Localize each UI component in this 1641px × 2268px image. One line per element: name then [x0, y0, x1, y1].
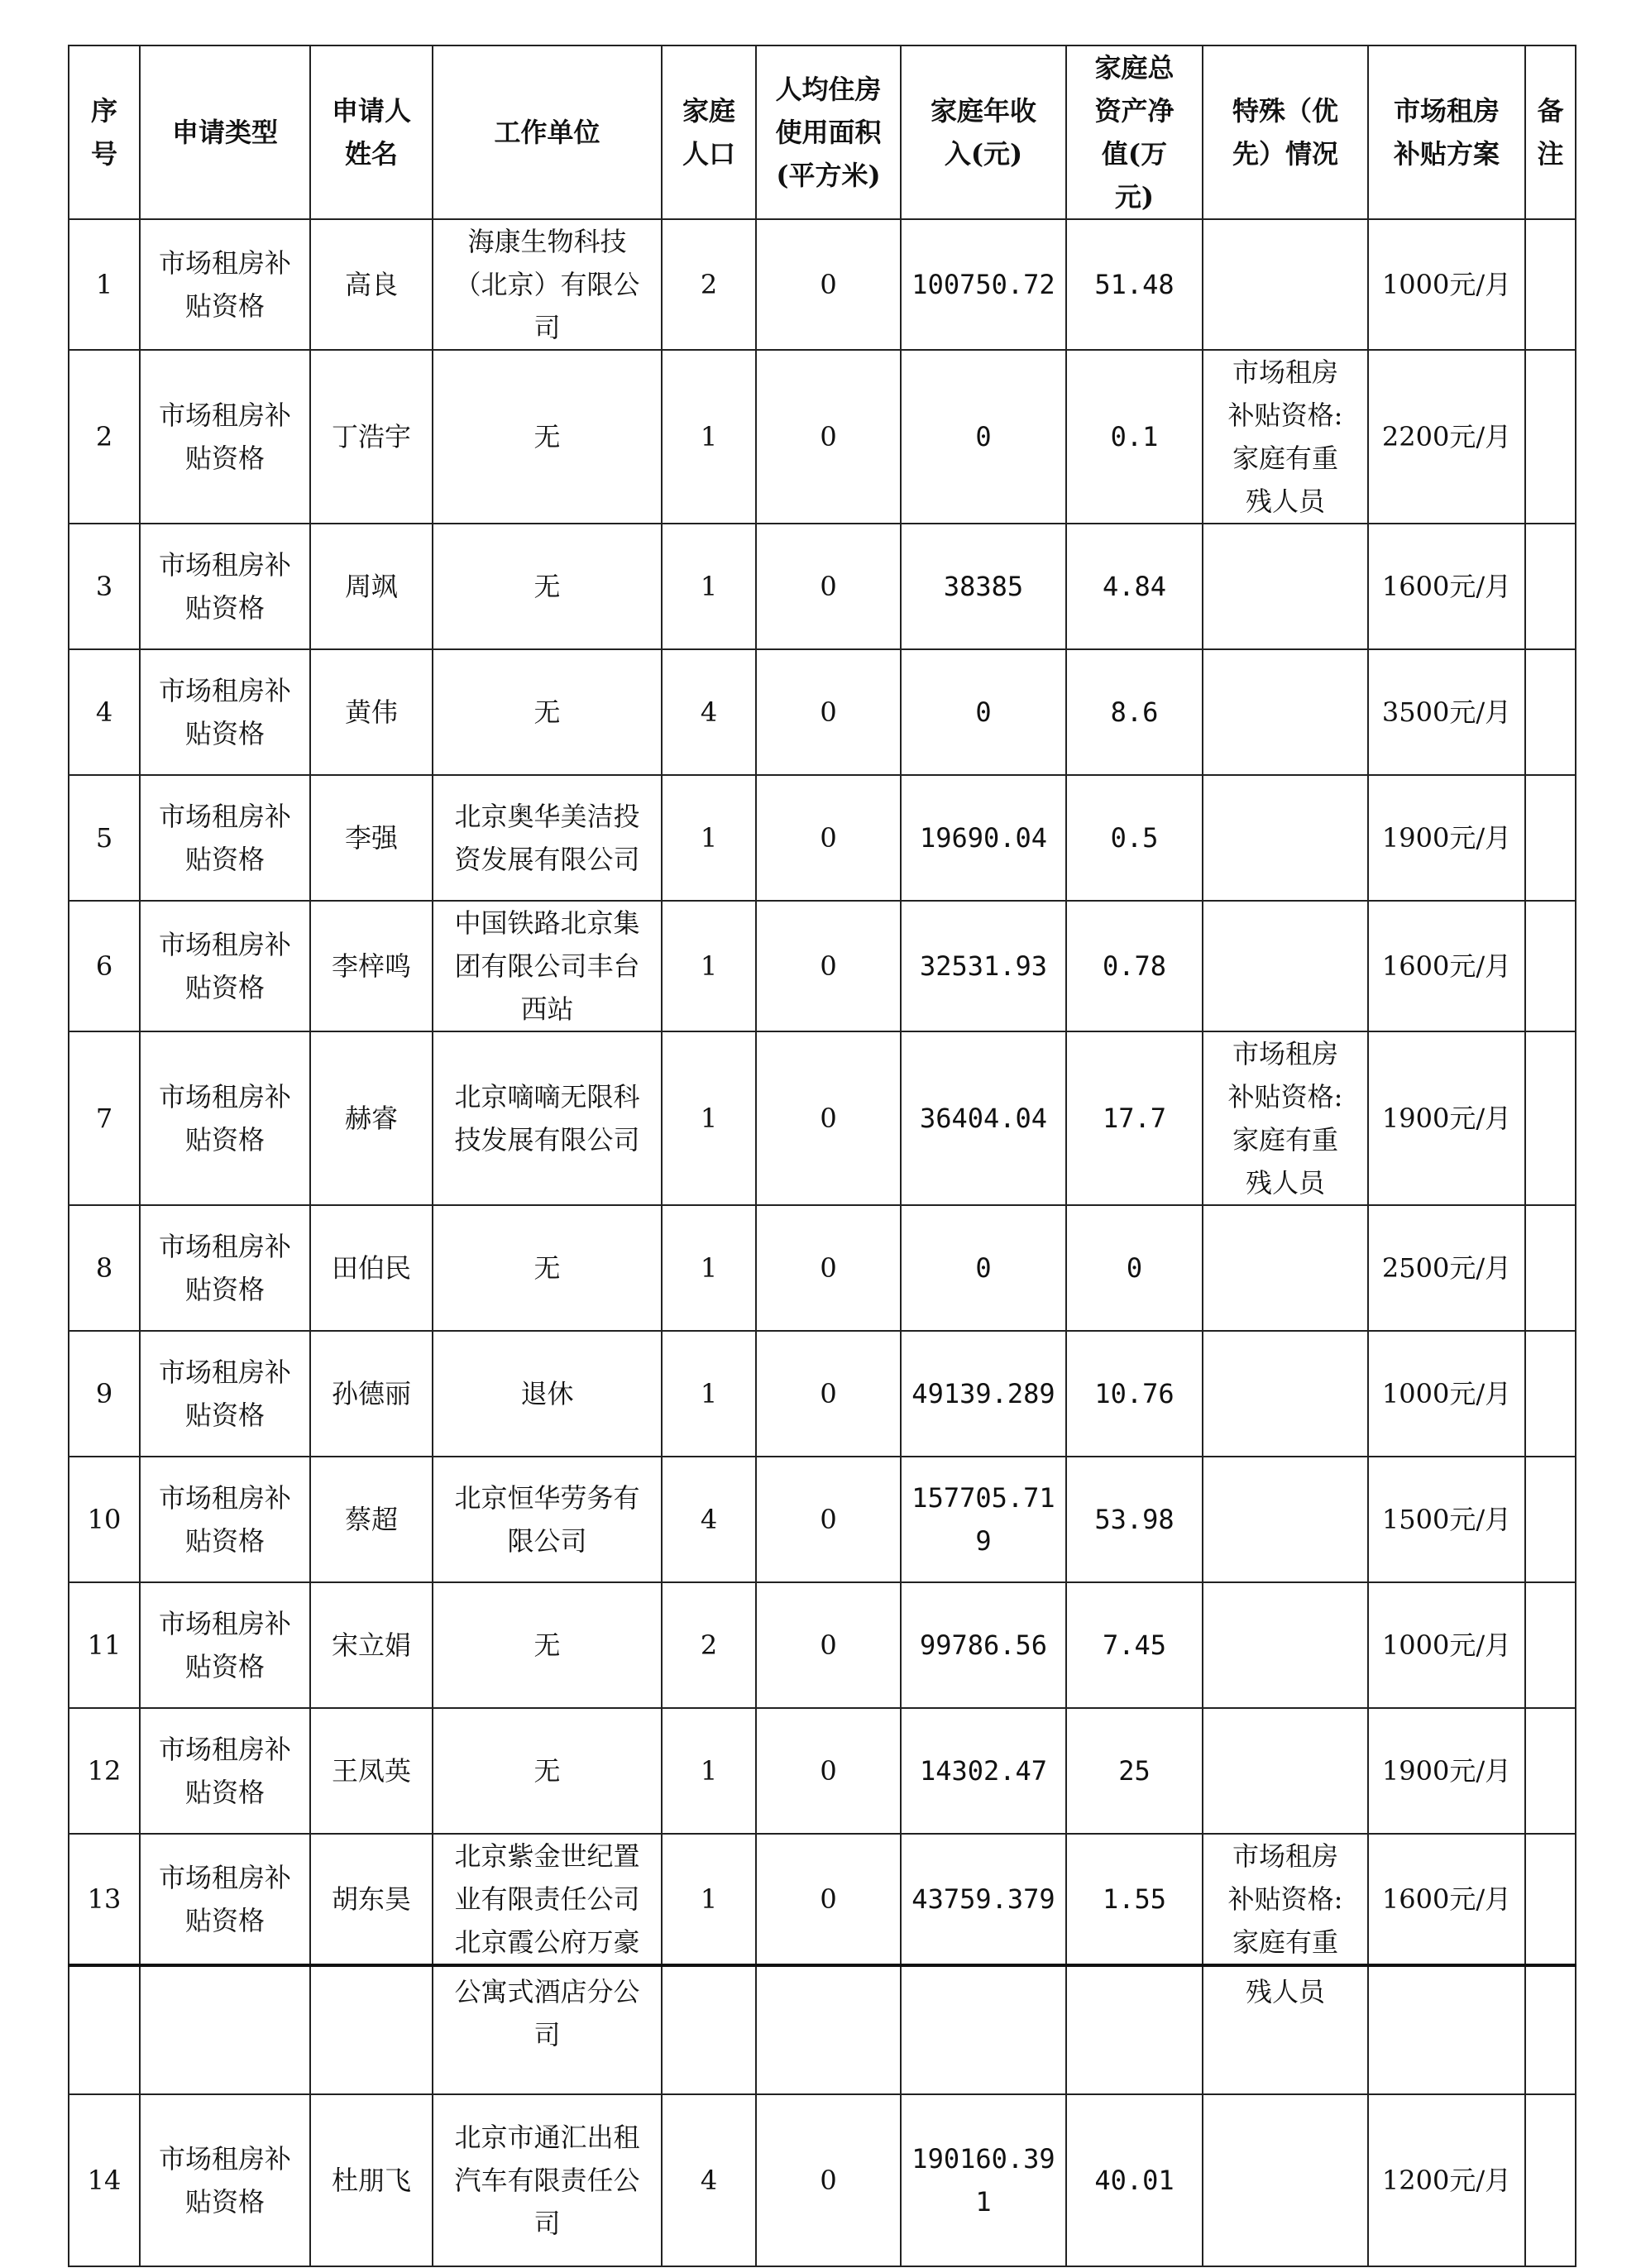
cell-special — [1203, 2094, 1368, 2266]
cell-type: 市场租房补 贴资格 — [140, 1031, 310, 1205]
cell-employer: 无 — [433, 524, 662, 649]
cell-note — [1525, 775, 1576, 901]
cell-area: 0 — [756, 775, 901, 901]
cell-special — [1203, 775, 1368, 901]
cell-employer: 无 — [433, 1708, 662, 1834]
table-row-continued — [69, 1965, 1576, 2094]
cell-name: 蔡超 — [310, 1457, 433, 1582]
cell-income: 38385 — [901, 524, 1066, 649]
cell-type: 市场租房补 贴资格 — [140, 350, 310, 524]
cell-employer: 中国铁路北京集 团有限公司丰台 西站 — [433, 901, 662, 1031]
cell-employer: 北京市通汇出租 汽车有限责任公 司 — [433, 2094, 662, 2266]
cell-assets: 51.48 — [1066, 219, 1203, 350]
table-row — [69, 1205, 1576, 1331]
table-row — [69, 1031, 1576, 1205]
header-assets: 家庭总 资产净 值(万 元) — [1066, 45, 1203, 219]
cell-people: 4 — [662, 2094, 756, 2266]
cell-income: 19690.04 — [901, 775, 1066, 901]
table-row — [69, 1582, 1576, 1708]
cell-people: 1 — [662, 524, 756, 649]
cell-area — [756, 1965, 901, 2094]
cell-no: 1 — [69, 219, 140, 350]
cell-people: 1 — [662, 1708, 756, 1834]
table-row — [69, 1708, 1576, 1834]
cell-special — [1203, 1331, 1368, 1457]
cell-note — [1525, 1834, 1576, 1965]
cell-type: 市场租房补 贴资格 — [140, 2094, 310, 2266]
cell-people: 2 — [662, 219, 756, 350]
cell-area: 0 — [756, 2094, 901, 2266]
cell-special — [1203, 1582, 1368, 1708]
cell-name: 胡东昊 — [310, 1834, 433, 1965]
cell-type: 市场租房补 贴资格 — [140, 1205, 310, 1331]
cell-name: 黄伟 — [310, 649, 433, 775]
cell-people — [662, 1965, 756, 2094]
cell-people: 4 — [662, 1457, 756, 1582]
cell-people: 4 — [662, 649, 756, 775]
cell-income: 0 — [901, 350, 1066, 524]
header-employer: 工作单位 — [433, 45, 662, 219]
cell-no: 8 — [69, 1205, 140, 1331]
cell-special: 市场租房 补贴资格: 家庭有重 — [1203, 1834, 1368, 1965]
cell-no: 6 — [69, 901, 140, 1031]
cell-no: 11 — [69, 1582, 140, 1708]
cell-area: 0 — [756, 1331, 901, 1457]
cell-assets: 40.01 — [1066, 2094, 1203, 2266]
header-plan: 市场租房 补贴方案 — [1368, 45, 1525, 219]
cell-income: 100750.72 — [901, 219, 1066, 350]
cell-area: 0 — [756, 1834, 901, 1965]
cell-assets — [1066, 1965, 1203, 2094]
cell-people: 1 — [662, 350, 756, 524]
cell-income: 190160.39 1 — [901, 2094, 1066, 2266]
cell-area: 0 — [756, 1031, 901, 1205]
cell-plan: 1600元/月 — [1368, 1834, 1525, 1965]
cell-area: 0 — [756, 524, 901, 649]
cell-area: 0 — [756, 901, 901, 1031]
cell-type: 市场租房补 贴资格 — [140, 649, 310, 775]
cell-name: 丁浩宇 — [310, 350, 433, 524]
cell-people: 1 — [662, 1834, 756, 1965]
cell-assets: 53.98 — [1066, 1457, 1203, 1582]
cell-special — [1203, 649, 1368, 775]
cell-plan: 3500元/月 — [1368, 649, 1525, 775]
housing-subsidy-table — [68, 45, 1576, 2267]
cell-assets: 0.5 — [1066, 775, 1203, 901]
cell-area: 0 — [756, 649, 901, 775]
cell-employer: 海康生物科技 （北京）有限公 司 — [433, 219, 662, 350]
cell-income: 36404.04 — [901, 1031, 1066, 1205]
cell-no: 13 — [69, 1834, 140, 1965]
cell-name — [310, 1965, 433, 2094]
cell-plan: 1600元/月 — [1368, 524, 1525, 649]
cell-no: 7 — [69, 1031, 140, 1205]
cell-area: 0 — [756, 350, 901, 524]
cell-type — [140, 1965, 310, 2094]
cell-plan: 1000元/月 — [1368, 1582, 1525, 1708]
cell-special: 残人员 — [1203, 1965, 1368, 2094]
header-type: 申请类型 — [140, 45, 310, 219]
table-row — [69, 649, 1576, 775]
header-name: 申请人 姓名 — [310, 45, 433, 219]
cell-plan: 1000元/月 — [1368, 1331, 1525, 1457]
cell-income: 14302.47 — [901, 1708, 1066, 1834]
cell-assets: 0 — [1066, 1205, 1203, 1331]
table-row — [69, 350, 1576, 524]
header-income: 家庭年收 入(元) — [901, 45, 1066, 219]
cell-name: 赫睿 — [310, 1031, 433, 1205]
cell-employer: 无 — [433, 649, 662, 775]
cell-people: 1 — [662, 1031, 756, 1205]
cell-employer: 北京嘀嘀无限科 技发展有限公司 — [433, 1031, 662, 1205]
cell-employer: 北京紫金世纪置 业有限责任公司 北京霞公府万豪 — [433, 1834, 662, 1965]
cell-no — [69, 1965, 140, 2094]
cell-type: 市场租房补 贴资格 — [140, 1582, 310, 1708]
cell-note — [1525, 1331, 1576, 1457]
cell-employer: 无 — [433, 350, 662, 524]
cell-assets: 4.84 — [1066, 524, 1203, 649]
cell-income: 0 — [901, 649, 1066, 775]
table-row — [69, 1457, 1576, 1582]
header-special: 特殊（优 先）情况 — [1203, 45, 1368, 219]
cell-note — [1525, 1582, 1576, 1708]
cell-assets: 17.7 — [1066, 1031, 1203, 1205]
header-row — [69, 45, 1576, 219]
cell-special — [1203, 219, 1368, 350]
table-row — [69, 219, 1576, 350]
cell-plan: 1900元/月 — [1368, 1708, 1525, 1834]
cell-type: 市场租房补 贴资格 — [140, 524, 310, 649]
cell-special — [1203, 1708, 1368, 1834]
cell-name: 孙德丽 — [310, 1331, 433, 1457]
cell-area: 0 — [756, 1708, 901, 1834]
cell-note — [1525, 1708, 1576, 1834]
cell-note — [1525, 649, 1576, 775]
cell-assets: 0.1 — [1066, 350, 1203, 524]
cell-note — [1525, 1457, 1576, 1582]
cell-note — [1525, 219, 1576, 350]
cell-people: 1 — [662, 901, 756, 1031]
cell-plan: 2200元/月 — [1368, 350, 1525, 524]
cell-income: 157705.71 9 — [901, 1457, 1066, 1582]
cell-assets: 7.45 — [1066, 1582, 1203, 1708]
cell-special — [1203, 524, 1368, 649]
cell-type: 市场租房补 贴资格 — [140, 775, 310, 901]
cell-assets: 1.55 — [1066, 1834, 1203, 1965]
table-row — [69, 2094, 1576, 2266]
cell-no: 9 — [69, 1331, 140, 1457]
cell-assets: 0.78 — [1066, 901, 1203, 1031]
header-no: 序 号 — [69, 45, 140, 219]
cell-people: 2 — [662, 1582, 756, 1708]
cell-no: 2 — [69, 350, 140, 524]
cell-income — [901, 1965, 1066, 2094]
header-area: 人均住房 使用面积 (平方米) — [756, 45, 901, 219]
cell-plan: 2500元/月 — [1368, 1205, 1525, 1331]
cell-plan: 1500元/月 — [1368, 1457, 1525, 1582]
cell-people: 1 — [662, 1205, 756, 1331]
cell-plan: 1000元/月 — [1368, 219, 1525, 350]
cell-type: 市场租房补 贴资格 — [140, 1834, 310, 1965]
cell-plan — [1368, 1965, 1525, 2094]
cell-no: 4 — [69, 649, 140, 775]
cell-name: 王凤英 — [310, 1708, 433, 1834]
cell-special — [1203, 1457, 1368, 1582]
cell-employer: 北京恒华劳务有 限公司 — [433, 1457, 662, 1582]
cell-area: 0 — [756, 1205, 901, 1331]
cell-special: 市场租房 补贴资格: 家庭有重 残人员 — [1203, 350, 1368, 524]
cell-employer: 公寓式酒店分公 司 — [433, 1965, 662, 2094]
cell-special — [1203, 901, 1368, 1031]
cell-type: 市场租房补 贴资格 — [140, 219, 310, 350]
cell-no: 12 — [69, 1708, 140, 1834]
cell-income: 99786.56 — [901, 1582, 1066, 1708]
header-note: 备 注 — [1525, 45, 1576, 219]
cell-name: 李强 — [310, 775, 433, 901]
cell-employer: 退休 — [433, 1331, 662, 1457]
cell-people: 1 — [662, 775, 756, 901]
cell-income: 0 — [901, 1205, 1066, 1331]
table-row — [69, 1834, 1576, 1965]
cell-note — [1525, 2094, 1576, 2266]
table-row — [69, 524, 1576, 649]
cell-name: 高良 — [310, 219, 433, 350]
cell-assets: 10.76 — [1066, 1331, 1203, 1457]
cell-name: 杜朋飞 — [310, 2094, 433, 2266]
cell-no: 14 — [69, 2094, 140, 2266]
cell-special: 市场租房 补贴资格: 家庭有重 残人员 — [1203, 1031, 1368, 1205]
table-row — [69, 775, 1576, 901]
header-people: 家庭 人口 — [662, 45, 756, 219]
cell-income: 32531.93 — [901, 901, 1066, 1031]
cell-note — [1525, 901, 1576, 1031]
cell-note — [1525, 350, 1576, 524]
cell-area: 0 — [756, 219, 901, 350]
cell-note — [1525, 1031, 1576, 1205]
cell-area: 0 — [756, 1582, 901, 1708]
cell-income: 43759.379 — [901, 1834, 1066, 1965]
table-row — [69, 1331, 1576, 1457]
cell-income: 49139.289 — [901, 1331, 1066, 1457]
table-row — [69, 901, 1576, 1031]
cell-people: 1 — [662, 1331, 756, 1457]
cell-name: 田伯民 — [310, 1205, 433, 1331]
cell-plan: 1900元/月 — [1368, 1031, 1525, 1205]
cell-type: 市场租房补 贴资格 — [140, 1708, 310, 1834]
cell-type: 市场租房补 贴资格 — [140, 901, 310, 1031]
cell-name: 李梓鸣 — [310, 901, 433, 1031]
cell-assets: 8.6 — [1066, 649, 1203, 775]
cell-employer: 无 — [433, 1582, 662, 1708]
cell-assets: 25 — [1066, 1708, 1203, 1834]
cell-note — [1525, 1205, 1576, 1331]
cell-plan: 1900元/月 — [1368, 775, 1525, 901]
cell-plan: 1600元/月 — [1368, 901, 1525, 1031]
cell-name: 宋立娟 — [310, 1582, 433, 1708]
cell-note — [1525, 524, 1576, 649]
cell-no: 10 — [69, 1457, 140, 1582]
cell-employer: 无 — [433, 1205, 662, 1331]
cell-type: 市场租房补 贴资格 — [140, 1331, 310, 1457]
cell-no: 5 — [69, 775, 140, 901]
cell-special — [1203, 1205, 1368, 1331]
cell-area: 0 — [756, 1457, 901, 1582]
cell-note — [1525, 1965, 1576, 2094]
cell-plan: 1200元/月 — [1368, 2094, 1525, 2266]
cell-employer: 北京奥华美洁投 资发展有限公司 — [433, 775, 662, 901]
cell-type: 市场租房补 贴资格 — [140, 1457, 310, 1582]
cell-no: 3 — [69, 524, 140, 649]
cell-name: 周飒 — [310, 524, 433, 649]
